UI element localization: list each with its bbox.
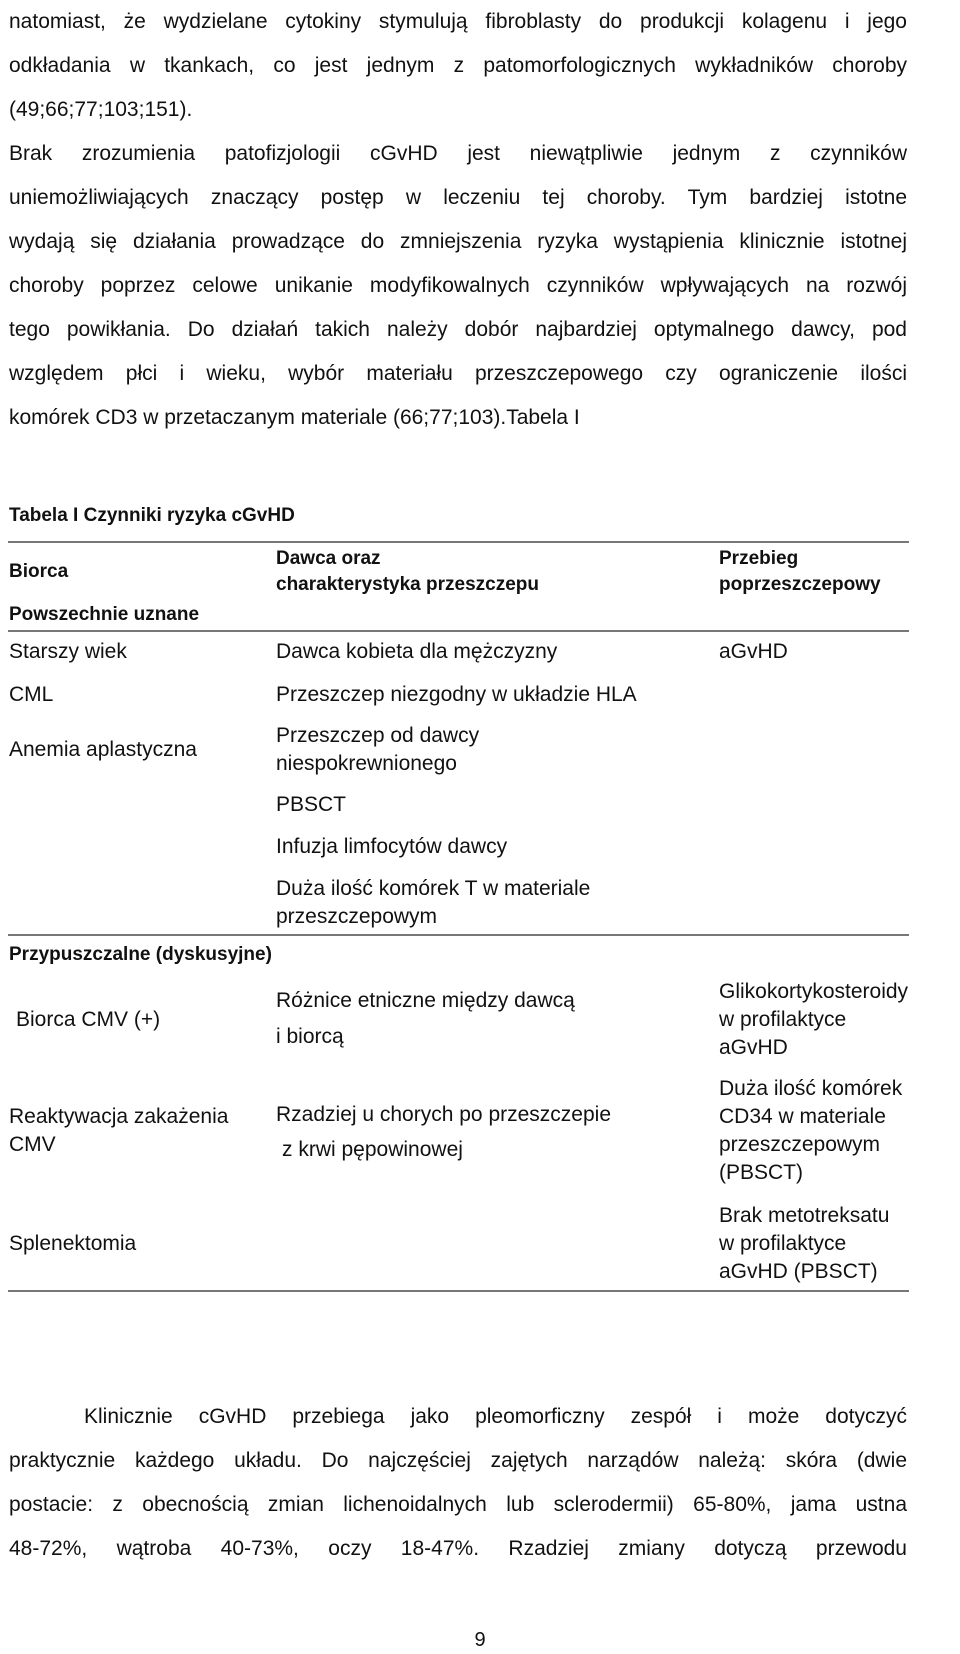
table-cell: CMV [9,1133,56,1156]
table-cell: Brak metotreksatu [719,1204,890,1227]
table-cell: aGvHD (PBSCT) [719,1260,878,1283]
header-donor-line2: charakterystyka przeszczepu [276,574,539,595]
table-cell: Przeszczep niezgodny w układzie HLA [276,683,637,706]
table-cell: z krwi pępowinowej [282,1138,463,1161]
table-caption: Tabela I Czynniki ryzyka cGvHD [9,505,295,526]
table-cell: Biorca CMV (+) [16,1008,161,1031]
text-line: 48-72%, wątroba 40-73%, oczy 18-47%. Rzadziej zmiany dotyczą przewodu [9,1537,907,1560]
table-cell: Infuzja limfocytów dawcy [276,835,508,858]
text-line: praktycznie każdego układu. Do najczęściej zajętych narządów należą: skóra (dwie [9,1449,907,1472]
text-line: uniemożliwiających znaczący postęp w leczeniu tej choroby. Tym bardziej istotne [9,186,907,209]
table-cell: aGvHD [719,640,788,663]
table-cell: niespokrewnionego [276,752,457,775]
table-cell: i biorcą [276,1025,344,1048]
table-cell: Różnice etniczne między dawcą [276,989,575,1012]
table-cell: przeszczepowym [719,1133,881,1156]
table-cell: Reaktywacja zakażenia [9,1105,229,1128]
table-cell: w profilaktyce [719,1232,847,1255]
body-paragraph-1 [9,0,907,440]
table-cell: Starszy wiek [9,640,127,663]
header-course-line1: Przebieg [719,548,799,569]
section-title-established: Powszechnie uznane [9,604,200,625]
section-title-putative: Przypuszczalne (dyskusyjne) [9,944,272,965]
table-cell: Splenektomia [9,1232,137,1255]
text-line: Brak zrozumienia patofizjologii cGvHD jest niewątpliwie jednym z czynników [9,142,907,165]
table-cell: PBSCT [276,793,347,816]
page-number: 9 [474,1629,486,1651]
text-line: natomiast, że wydzielane cytokiny stymulują fibroblasty do produkcji kolagenu i jego [9,10,907,33]
table-top-rule [8,541,909,543]
text-line: komórek CD3 w przetaczanym materiale (66;77;103).Tabela I [9,406,580,429]
header-recipient: Biorca [9,561,69,582]
table-cell: przeszczepowym [276,905,438,928]
text-line: tego powikłania. Do działań takich należy dobór najbardziej optymalnego dawcy, pod [9,318,907,341]
table-cell: (PBSCT) [719,1161,803,1184]
text-line: postacie: z obecnością zmian lichenoidalnych lub sclerodermii) 65-80%, jama ustna [9,1493,907,1516]
table-cell: CML [9,683,54,706]
table-cell: aGvHD [719,1036,788,1059]
text-line: choroby poprzez celowe unikanie modyfikowalnych czynników wpływających na rozwój [9,274,907,297]
table-cell: Duża ilość komórek T w materiale [276,877,591,900]
header-donor-line1: Dawca oraz [276,548,381,569]
table-cell: Przeszczep od dawcy [276,724,480,747]
table-cell: Dawca kobieta dla mężczyzny [276,640,558,663]
text-line: wydają się działania prowadzące do zmniejszenia ryzyka wystąpienia klinicznie istotnej [9,230,907,253]
table-bottom-rule [8,1290,909,1292]
section-rule [8,630,909,632]
table-cell: Rzadziej u chorych po przeszczepie [276,1103,611,1126]
table-cell: Anemia aplastyczna [9,738,197,761]
table-cell: w profilaktyce [719,1008,847,1031]
body-paragraph-2 [9,1395,907,1571]
table-cell: CD34 w materiale [719,1105,886,1128]
header-course-line2: poprzeszczepowy [719,574,881,595]
text-line: (49;66;77;103;151). [9,98,193,121]
section-rule [8,934,909,936]
table-cell: Glikokortykosteroidy [719,980,909,1003]
text-line: odkładania w tkankach, co jest jednym z patomorfologicznych wykładników choroby [9,54,907,77]
table-cell: Duża ilość komórek [719,1077,903,1100]
text-line: Klinicznie cGvHD przebiega jako pleomorficzny zespół i może dotyczyć [84,1405,907,1428]
text-line: względem płci i wieku, wybór materiału przeszczepowego czy ograniczenie ilości [9,362,907,385]
